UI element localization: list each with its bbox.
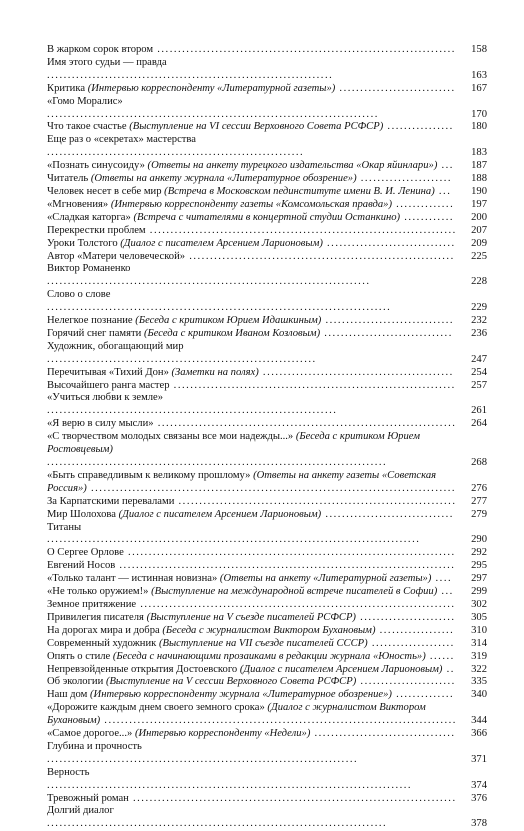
toc-entry: [47, 560, 487, 573]
toc-page-number: 277: [471, 495, 487, 507]
toc-dot-leader: ..................: [375, 624, 455, 636]
toc-entry: [47, 83, 487, 96]
toc-entry: [47, 664, 487, 677]
toc-page-number: 297: [471, 573, 487, 585]
toc-entry: [47, 96, 487, 122]
toc-page-number: 188: [471, 173, 487, 185]
toc-entry-subtitle: (Ответы на анкету журнала «Литературное обозрение»): [90, 173, 357, 185]
toc-entry: [47, 676, 487, 689]
toc-entry-title: «Не только оружием!»: [47, 586, 149, 598]
toc-page-number: 232: [471, 315, 487, 327]
toc-page-number: 290: [471, 534, 487, 546]
toc-page-number: 261: [471, 405, 487, 417]
toc-dot-leader: ..: [442, 663, 455, 675]
toc-entry-subtitle: (Встреча в Московском пединституте имени В. И. Ленина): [164, 185, 435, 197]
toc-entry-title: Что такое счастье: [47, 121, 127, 133]
toc-page-number: 257: [471, 379, 487, 391]
toc-page-number: 170: [471, 108, 487, 120]
toc-entry: [47, 805, 487, 831]
toc-entry-subtitle: (Диалог с писателем Арсением Ларионовым): [120, 237, 323, 249]
toc-entry-title: Имя этого судьи — правда: [47, 56, 167, 68]
toc-entry-subtitle: (Беседа с критиком Иваном Козловым): [143, 327, 321, 339]
toc-entry: [47, 212, 487, 225]
toc-entry-title: «Быть справедливым к великому прошлому»: [47, 469, 251, 481]
toc-dot-leader: ................................................................: [185, 250, 455, 262]
toc-entry-title: «Гомо Моралис»: [47, 95, 123, 107]
toc-entry-subtitle: (Выступление на международной встрече писателей в Софии): [151, 586, 438, 598]
toc-dot-leader: .................................................................................: [115, 560, 456, 572]
toc-page-number: 209: [471, 237, 487, 249]
toc-dot-leader: ................: [383, 121, 454, 133]
toc-entry-title: Слово о слове: [47, 289, 111, 301]
toc-entry: [47, 367, 487, 380]
toc-dot-leader: ...: [437, 586, 454, 598]
toc-entry-title: Высочайшего ранга мастер: [47, 379, 170, 391]
toc-entry: [47, 612, 487, 625]
toc-page-number: 180: [471, 121, 487, 133]
toc-entry-title: Критика: [47, 82, 86, 94]
toc-page-number: 292: [471, 547, 487, 559]
toc-page-number: 340: [471, 689, 487, 701]
toc-page-number: 322: [471, 663, 487, 675]
toc-entry: [47, 186, 487, 199]
toc-entry: [47, 728, 487, 741]
toc-entry: [47, 199, 487, 212]
toc-page-number: 236: [471, 327, 487, 339]
toc-dot-leader: ..............................................................................: [47, 276, 371, 288]
table-of-contents: [47, 44, 487, 831]
toc-entry-title: Об экологии: [47, 676, 104, 688]
toc-dot-leader: ..............................................................: [47, 147, 305, 159]
toc-entry: [47, 793, 487, 806]
toc-entry-title: Опять о стиле: [47, 650, 111, 662]
toc-entry: [47, 741, 487, 767]
toc-page-number: 167: [471, 82, 487, 94]
toc-entry-title: Глубина и прочность: [47, 740, 142, 752]
toc-entry-title: Читатель: [47, 173, 89, 185]
toc-page-number: 295: [471, 560, 487, 572]
toc-entry-title: О Сергее Орлове: [47, 547, 124, 559]
toc-dot-leader: ................................................................................: [47, 108, 379, 120]
toc-entry-subtitle: (Интервью корреспонденту газеты «Комсомольская правда»): [110, 198, 392, 210]
toc-entry-title: За Карпатскими перевалами: [47, 495, 175, 507]
toc-entry-title: Земное притяжение: [47, 598, 137, 610]
toc-entry-title: Верность: [47, 766, 90, 778]
toc-entry-subtitle: (Выступление на VI сессии Верховного Совета РСФСР): [129, 121, 384, 133]
toc-entry: [47, 263, 487, 289]
toc-entry-subtitle: (Заметки на полях): [171, 366, 259, 378]
toc-page-number: 335: [471, 676, 487, 688]
toc-entry-title: «Сладкая каторга»: [47, 211, 131, 223]
toc-dot-leader: .......................: [355, 611, 456, 623]
toc-entry-title: Виктор Романенко: [47, 263, 131, 275]
toc-entry-subtitle: (Интервью корреспонденту журнала «Литературное обозрение»): [90, 689, 392, 701]
toc-entry: [47, 392, 487, 418]
toc-dot-leader: ...................................................................................: [47, 302, 392, 314]
toc-dot-leader: ......................................................................: [47, 405, 338, 417]
toc-page-number: 247: [471, 353, 487, 365]
toc-dot-leader: ....: [431, 573, 453, 585]
toc-dot-leader: ....................................................................: [169, 379, 456, 391]
toc-entry-title: Человек несет в себе мир: [47, 185, 162, 197]
toc-page-number: 302: [471, 598, 487, 610]
toc-dot-leader: ..............: [391, 689, 455, 701]
toc-page-number: 374: [471, 779, 487, 791]
toc-dot-leader: ......................: [356, 173, 453, 185]
toc-entry-subtitle: (Встреча с читателями в концертной студии Останкино): [133, 211, 401, 223]
toc-entry: [47, 689, 487, 702]
toc-entry: [47, 470, 487, 496]
toc-entry: [47, 625, 487, 638]
toc-dot-leader: .....................................................................................: [100, 715, 457, 727]
toc-dot-leader: ...............................: [322, 237, 456, 249]
toc-dot-leader: ..............: [391, 198, 455, 210]
toc-entry-title: Нелегкое познание: [47, 315, 133, 327]
toc-dot-leader: ..........................................................................: [145, 224, 457, 236]
toc-entry: [47, 651, 487, 664]
toc-entry-subtitle: (Выступление на VII съезде писателей СССР): [158, 637, 368, 649]
toc-page-number: 197: [471, 198, 487, 210]
toc-entry-title: Современный художник: [47, 637, 157, 649]
toc-entry: [47, 431, 487, 470]
toc-page-number: 378: [471, 818, 487, 830]
toc-entry-title: Наш дом: [47, 689, 88, 701]
toc-dot-leader: ...............................: [320, 327, 453, 339]
toc-dot-leader: ........................................................................................: [47, 779, 413, 791]
toc-dot-leader: ..............................................: [258, 366, 454, 378]
toc-dot-leader: ..................................................................................: [47, 457, 388, 468]
toc-entry-subtitle: (Беседа с начинающими прозаиками в редакции журнала «Юность»): [112, 650, 426, 662]
toc-dot-leader: ............................................................................: [136, 598, 456, 610]
toc-dot-leader: ........................................................................: [153, 44, 456, 55]
toc-page-number: 228: [471, 276, 487, 288]
toc-entry-title: «Самое дорогое...»: [47, 728, 133, 740]
toc-dot-leader: ............: [400, 211, 455, 223]
toc-entry-subtitle: (Беседа с журналистом Виктором Бухановым): [162, 624, 376, 636]
toc-page-number: 254: [471, 366, 487, 378]
toc-entry-title: Тревожный роман: [47, 792, 129, 804]
toc-dot-leader: .................................................................: [47, 353, 317, 365]
toc-entry: [47, 702, 487, 728]
toc-page-number: 276: [471, 482, 487, 494]
toc-entry-title: Титаны: [47, 521, 82, 533]
toc-entry: [47, 315, 487, 328]
toc-page-number: 229: [471, 302, 487, 314]
toc-entry-title: «Учиться любви к земле»: [47, 392, 164, 404]
toc-entry-subtitle: (Интервью корреспонденту «Недели»): [134, 728, 311, 740]
toc-entry: [47, 121, 487, 134]
toc-entry-subtitle: (Выступление на V съезде писателей РСФСР): [146, 611, 356, 623]
toc-page-number: 376: [471, 792, 487, 804]
toc-dot-leader: ...............................: [321, 315, 455, 327]
toc-entry-title: Уроки Толстого: [47, 237, 118, 249]
toc-entry-title: Долгий диалог: [47, 805, 114, 817]
toc-entry-subtitle: (Диалог с писателем Арсением Ларионовым): [239, 663, 443, 675]
toc-dot-leader: ...: [434, 185, 452, 197]
toc-dot-leader: ..........................................................................................: [47, 534, 421, 546]
toc-entry-subtitle: (Интервью корреспонденту «Литературной газеты»): [87, 82, 336, 94]
toc-entry-title: «Познать синусоиду»: [47, 160, 145, 172]
toc-page-number: 314: [471, 637, 487, 649]
toc-entry-title: Художник, обогащающий мир: [47, 340, 184, 352]
toc-entry: [47, 767, 487, 793]
toc-entry: [47, 134, 487, 160]
toc-entry-title: «С творчеством молодых связаны все мои надежды...»: [47, 431, 294, 443]
toc-page-number: 183: [471, 147, 487, 159]
toc-entry: [47, 496, 487, 509]
toc-entry: [47, 160, 487, 173]
toc-entry-subtitle: (Беседа с критиком Юрием Идашкиным): [135, 315, 322, 327]
toc-entry: [47, 238, 487, 251]
toc-entry-title: На дорогах мира и добра: [47, 624, 160, 636]
toc-entry: [47, 418, 487, 431]
toc-dot-leader: ...: [437, 160, 454, 172]
toc-page-number: 187: [471, 160, 487, 172]
toc-entry: [47, 547, 487, 560]
toc-page-number: 163: [471, 69, 487, 81]
toc-entry-title: «Дорожите каждым днем своего земного срока»: [47, 702, 265, 714]
toc-entry-title: «Мгновения»: [47, 198, 109, 210]
toc-page-number: 305: [471, 611, 487, 623]
toc-entry-subtitle: (Ответы на анкету газеты «Советская Россия»): [47, 469, 437, 494]
toc-page-number: 279: [471, 508, 487, 520]
toc-dot-leader: ...............................: [321, 508, 454, 520]
toc-dot-leader: ........................................................................................: [86, 482, 457, 494]
toc-dot-leader: ..................................: [310, 728, 456, 740]
toc-entry-title: «Я верю в силу мысли»: [47, 418, 154, 430]
toc-dot-leader: ....................: [367, 637, 455, 649]
toc-dot-leader: ........................................................................: [153, 418, 457, 430]
toc-entry: [47, 251, 487, 264]
toc-entry-subtitle: (Диалог с писателем Арсением Ларионовым): [118, 508, 322, 520]
toc-entry-subtitle: (Диалог с журналистом Виктором Бухановым): [47, 702, 426, 727]
toc-entry-subtitle: (Выступление на V сессии Верховного Совета РСФСР): [105, 676, 357, 688]
toc-page-number: 207: [471, 224, 487, 236]
toc-entry-title: Непревзойденные открытия Достоевского: [47, 663, 238, 675]
toc-entry-title: «Только талант — истинная новизна»: [47, 573, 218, 585]
toc-dot-leader: ............................: [335, 82, 456, 94]
toc-entry: [47, 44, 487, 57]
toc-entry-title: Мир Шолохова: [47, 508, 116, 520]
toc-entry: [47, 57, 487, 83]
toc-dot-leader: ..................................................................................: [47, 818, 388, 830]
toc-page-number: 310: [471, 624, 487, 636]
toc-entry-title: Автор «Матери человеческой»: [47, 250, 186, 262]
toc-dot-leader: ..............................................................................: [128, 792, 457, 804]
toc-entry-subtitle: (Ответы на анкету «Литературной газеты»): [219, 573, 432, 585]
toc-entry: [47, 638, 487, 651]
toc-dot-leader: .......................: [356, 676, 456, 688]
toc-page-number: 371: [471, 753, 487, 765]
toc-entry: [47, 586, 487, 599]
toc-page-number: 344: [471, 715, 487, 727]
toc-page-number: 366: [471, 728, 487, 740]
toc-entry-title: Еще раз о «секретах» мастерства: [47, 134, 196, 146]
toc-entry-subtitle: (Ответы на анкету турецкого издательства «Окар яйинлари»): [147, 160, 438, 172]
toc-entry-title: В жарком сорок втором: [47, 44, 154, 55]
toc-entry-title: Горячий снег памяти: [47, 327, 142, 339]
toc-entry: [47, 599, 487, 612]
toc-dot-leader: ......: [425, 650, 455, 662]
toc-entry: [47, 522, 487, 548]
toc-entry-subtitle: (Беседа с критиком Юрием Ростовцевым): [47, 431, 420, 456]
toc-page-number: 158: [471, 44, 487, 55]
toc-dot-leader: ...........................................................................: [47, 753, 359, 765]
toc-dot-leader: .....................................................................: [47, 69, 334, 81]
toc-page-number: 225: [471, 250, 487, 262]
toc-page-number: 319: [471, 650, 487, 662]
toc-page-number: 268: [471, 457, 487, 468]
toc-page-number: 200: [471, 211, 487, 223]
toc-entry: [47, 509, 487, 522]
toc-entry-title: Перечитывая «Тихий Дон»: [47, 366, 169, 378]
toc-entry-title: Евгений Носов: [47, 560, 116, 572]
toc-page-number: 299: [471, 586, 487, 598]
toc-page-number: 190: [471, 185, 487, 197]
toc-dot-leader: ...................................................................: [174, 495, 457, 507]
toc-entry: [47, 573, 487, 586]
toc-entry: [47, 225, 487, 238]
toc-entry: [47, 289, 487, 315]
toc-entry: [47, 341, 487, 367]
toc-entry: [47, 173, 487, 186]
toc-entry-title: Перекрестки проблем: [47, 224, 146, 236]
toc-entry: [47, 380, 487, 393]
toc-entry: [47, 328, 487, 341]
toc-entry-title: Привилегия писателя: [47, 611, 144, 623]
toc-dot-leader: ...............................................................................: [123, 547, 456, 559]
toc-page-number: 264: [471, 418, 487, 430]
